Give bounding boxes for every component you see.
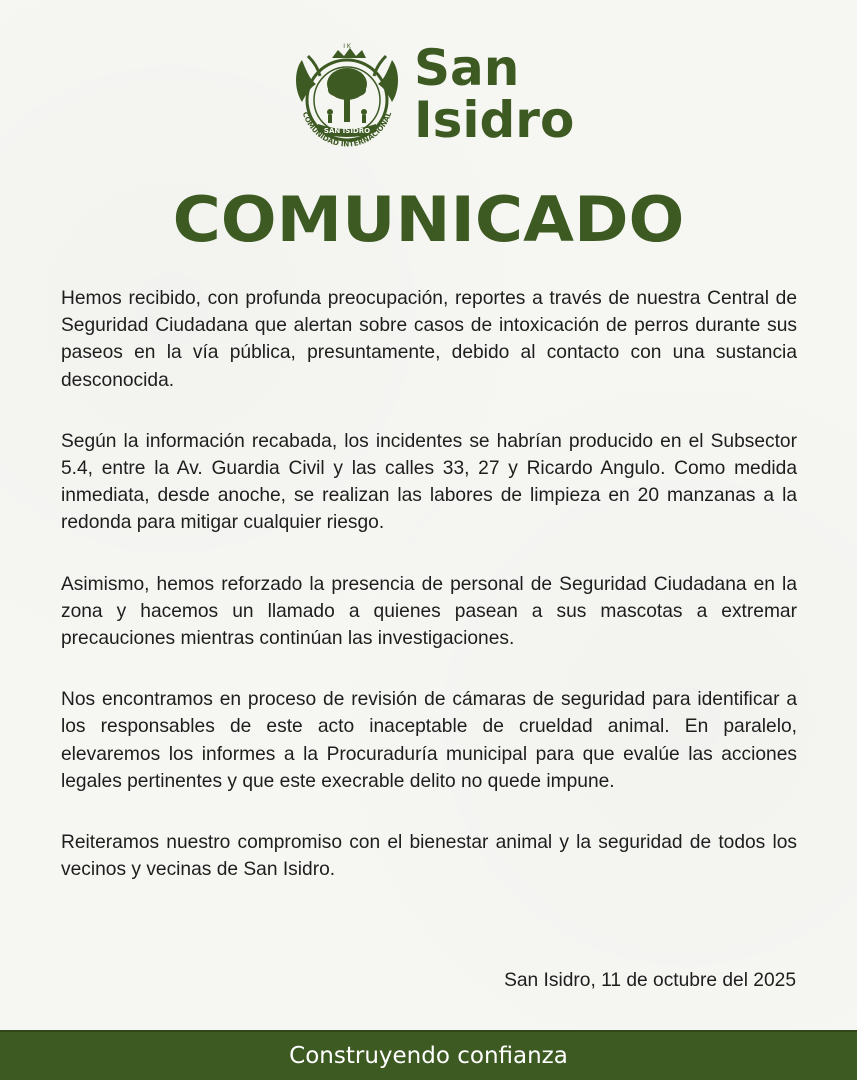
san-isidro-crest-icon bbox=[288, 40, 406, 156]
paragraph: Según la información recabada, los incidentes se habrían producido en el Subsector 5.4, entre la Av. Guardia Civil y las calles 33, 27 y Ricardo Angulo. Como medida inmediata, desde anoche, se realizan las labores de limpieza en 20 manzanas a la redonda para mitigar cualquier riesgo. bbox=[61, 430, 797, 534]
footer-bar bbox=[0, 1030, 857, 1080]
page-title: COMUNICADO bbox=[172, 183, 685, 256]
crest-ring-text: COMUNIDAD INTERNACIONAL bbox=[300, 110, 394, 149]
crest-banner-text: SAN ISIDRO bbox=[323, 127, 371, 135]
brand-line-2: Isidro bbox=[414, 91, 575, 149]
communique-body bbox=[61, 285, 797, 917]
header bbox=[0, 40, 857, 160]
svg-text:I K: I K bbox=[343, 43, 351, 50]
brand-line-1: San bbox=[414, 39, 520, 97]
footer-slogan: Construyendo confianza bbox=[289, 1043, 568, 1069]
paragraph: Asimismo, hemos reforzado la presencia de personal de Seguridad Ciudadana en la zona y hacemos un llamado a quienes pasean a sus mascotas a extremar precauciones mientras continúan las investigaciones. bbox=[61, 573, 797, 650]
brand-wordmark bbox=[414, 39, 575, 149]
paragraph: Hemos recibido, con profunda preocupación, reportes a través de nuestra Central de Seguridad Ciudadana que alertan sobre casos de intoxicación de perros durante sus paseos en la vía pública, presuntamente, debido al contacto con una sustancia desconocida. bbox=[61, 288, 797, 391]
date-line: San Isidro, 11 de octubre del 2025 bbox=[504, 970, 796, 991]
paragraph: Reiteramos nuestro compromiso con el bienestar animal y la seguridad de todos los vecinos y vecinas de San Isidro. bbox=[61, 832, 797, 881]
paragraph: Nos encontramos en proceso de revisión de cámaras de seguridad para identificar a los responsables de este acto inaceptable de crueldad animal. En paralelo, elevaremos los informes a la Procuraduría municipal para que evalúe las acciones legales pertinentes y que este execrable delito no quede impune. bbox=[61, 689, 797, 792]
